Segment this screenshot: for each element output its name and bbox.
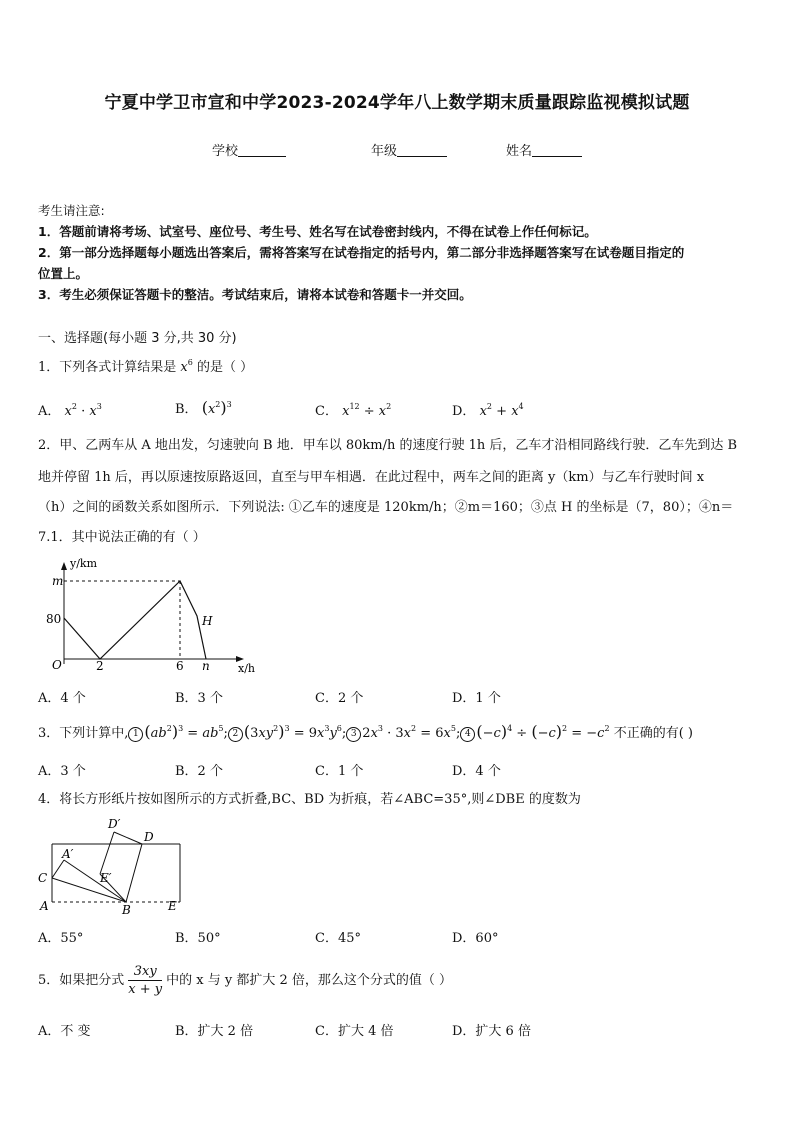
school-blank[interactable] (238, 144, 286, 157)
q1-option-c[interactable]: C． $x^{12} \div x^2$ (315, 402, 392, 419)
notice-heading: 考生请注意: (38, 203, 105, 218)
q1-option-b[interactable]: B． $(x^2)^3$ (175, 398, 232, 417)
label-d: D (144, 830, 154, 844)
name-label: 姓名 (506, 144, 533, 159)
q2-option-d[interactable]: D．1 个 (452, 691, 501, 706)
value-80-label: 80 (46, 612, 62, 626)
distance-curve (64, 581, 206, 659)
name-field[interactable] (506, 140, 582, 159)
q1-stem-post: 的是（ ） (192, 360, 254, 375)
option-label: C． (315, 404, 338, 419)
q5-option-b[interactable]: B．扩大 2 倍 (175, 1024, 254, 1039)
notice-item: 1．答题前请将考场、试室号、座位号、考生号、姓名写在试卷密封线内，不得在试卷上作任何标记。 (38, 224, 597, 239)
fold-ca1 (52, 860, 64, 878)
notice-block (38, 200, 684, 305)
q5-option-d[interactable]: D．扩大 6 倍 (452, 1024, 531, 1039)
q4-option-c[interactable]: C．45° (315, 931, 361, 946)
label-a-prime: A′ (62, 847, 74, 861)
fold-bd (126, 844, 142, 902)
q1-option-d[interactable]: D． $x^2 + x^4$ (452, 402, 524, 419)
notice-item: 2．第一部分选择题每小题选出答案后，需将答案写在试卷指定的括号内，第二部分非选择题答案写在试卷题目指定的 (38, 245, 685, 260)
grade-label: 年级 (371, 144, 398, 159)
q5-fraction (128, 963, 162, 998)
q5-post: 中的 x 与 y 都扩大 2 倍，那么这个分式的值（ ） (166, 973, 452, 988)
question-1-stem: 1．下列各式计算结果是 $x^6$ 的是（ ） (38, 358, 254, 375)
option-label: D． (452, 404, 476, 419)
q1-option-a[interactable]: A． $x^2 \cdot x^3$ (38, 402, 102, 419)
section-heading: 一、选择题(每小题 3 分,共 30 分) (38, 331, 237, 346)
q4-option-b[interactable]: B．50° (175, 931, 221, 946)
label-d-prime: D′ (108, 817, 121, 831)
q2-option-b[interactable]: B．3 个 (175, 691, 223, 706)
grade-field[interactable] (371, 140, 447, 159)
n-label: n (202, 659, 210, 673)
question-2-line: 7.1．其中说法正确的有（ ） (38, 530, 206, 545)
origin-label: O (52, 658, 62, 672)
q3-prefix: 3．下列计算中, (38, 726, 129, 741)
q3-option-d[interactable]: D．4 个 (452, 764, 501, 779)
fraction-denominator: x + y (128, 982, 163, 997)
y-axis-arrow (61, 562, 67, 570)
school-label: 学校 (212, 144, 239, 159)
fraction-numerator: 3xy (128, 963, 162, 981)
fold-e1d1 (100, 832, 114, 874)
label-b: B (122, 903, 131, 916)
option-label: B． (175, 402, 198, 417)
q5-pre: 5．如果把分式 (38, 973, 125, 988)
question-2-line: 2．甲、乙两车从 A 地出发，匀速驶向 B 地．甲车以 80km/h 的速度行驶 1h 后，乙车才沿相同路线行驶．乙车先到达 B (38, 438, 738, 453)
label-e: E (168, 899, 177, 913)
q2-option-a[interactable]: A．4 个 (38, 691, 86, 706)
tick-6-label: 6 (176, 659, 184, 673)
question-5-stem (38, 958, 452, 1004)
grade-blank[interactable] (397, 144, 447, 157)
q3-option-b[interactable]: B．2 个 (175, 764, 223, 779)
fold-d1d (114, 832, 142, 844)
m-label: m (52, 574, 64, 588)
q3-suffix: 不正确的有( ) (613, 726, 693, 741)
label-e-prime: E′ (100, 871, 112, 885)
notice-item: 3．考生必须保证答题卡的整洁。考试结束后，请将本试卷和答题卡一并交回。 (38, 287, 472, 302)
q4-option-a[interactable]: A．55° (38, 931, 84, 946)
x-axis-label: x/h (238, 662, 255, 675)
q5-option-c[interactable]: C．扩大 4 倍 (315, 1024, 394, 1039)
fold-a1b (64, 860, 126, 902)
question-2-line: （h）之间的函数关系如图所示．下列说法: ①乙车的速度是 120km/h；②m＝160；③点 H 的坐标是（7，80）；④n＝ (38, 500, 734, 515)
label-a: A (40, 899, 49, 913)
notice-item: 位置上。 (38, 266, 89, 281)
q3-option-c[interactable]: C．1 个 (315, 764, 364, 779)
page-title: 宁夏中学卫市宣和中学2023-2024学年八上数学期末质量跟踪监视模拟试题 (104, 93, 690, 113)
tick-2-label: 2 (96, 659, 104, 673)
name-blank[interactable] (532, 144, 582, 157)
q3-option-a[interactable]: A．3 个 (38, 764, 86, 779)
point-h-label: H (202, 614, 213, 628)
q4-option-d[interactable]: D．60° (452, 931, 499, 946)
question-4-stem: 4．将长方形纸片按如图所示的方式折叠,BC、BD 为折痕，若∠ABC=35°,则∠DBE 的度数为 (38, 792, 581, 807)
q4-figure (36, 814, 186, 916)
y-axis-label: y/km (70, 557, 98, 570)
question-3-stem: 3．下列计算中, 1 $(ab^2)^3 = ab^5$; 2 $(3xy^2)^3 = 9x^3y^6$; 3 $2x^3 \cdot 3x^2 = 6x^5$; 4 $(-c)^4 \div (-c)^2 = -c^2$ 不正确的有( ) (38, 722, 693, 741)
option-label: A． (38, 404, 61, 419)
q1-stem-pre: 1．下列各式计算结果是 (38, 360, 181, 375)
q2-option-c[interactable]: C．2 个 (315, 691, 364, 706)
label-c: C (38, 871, 48, 885)
q5-option-a[interactable]: A．不 变 (38, 1024, 91, 1039)
question-2-line: 地并停留 1h 后，再以原速按原路返回，直至与甲车相遇．在此过程中，两车之间的距离 y（km）与乙车行驶时间 x (38, 470, 705, 485)
school-field[interactable] (212, 140, 286, 159)
q2-graph (40, 556, 260, 676)
